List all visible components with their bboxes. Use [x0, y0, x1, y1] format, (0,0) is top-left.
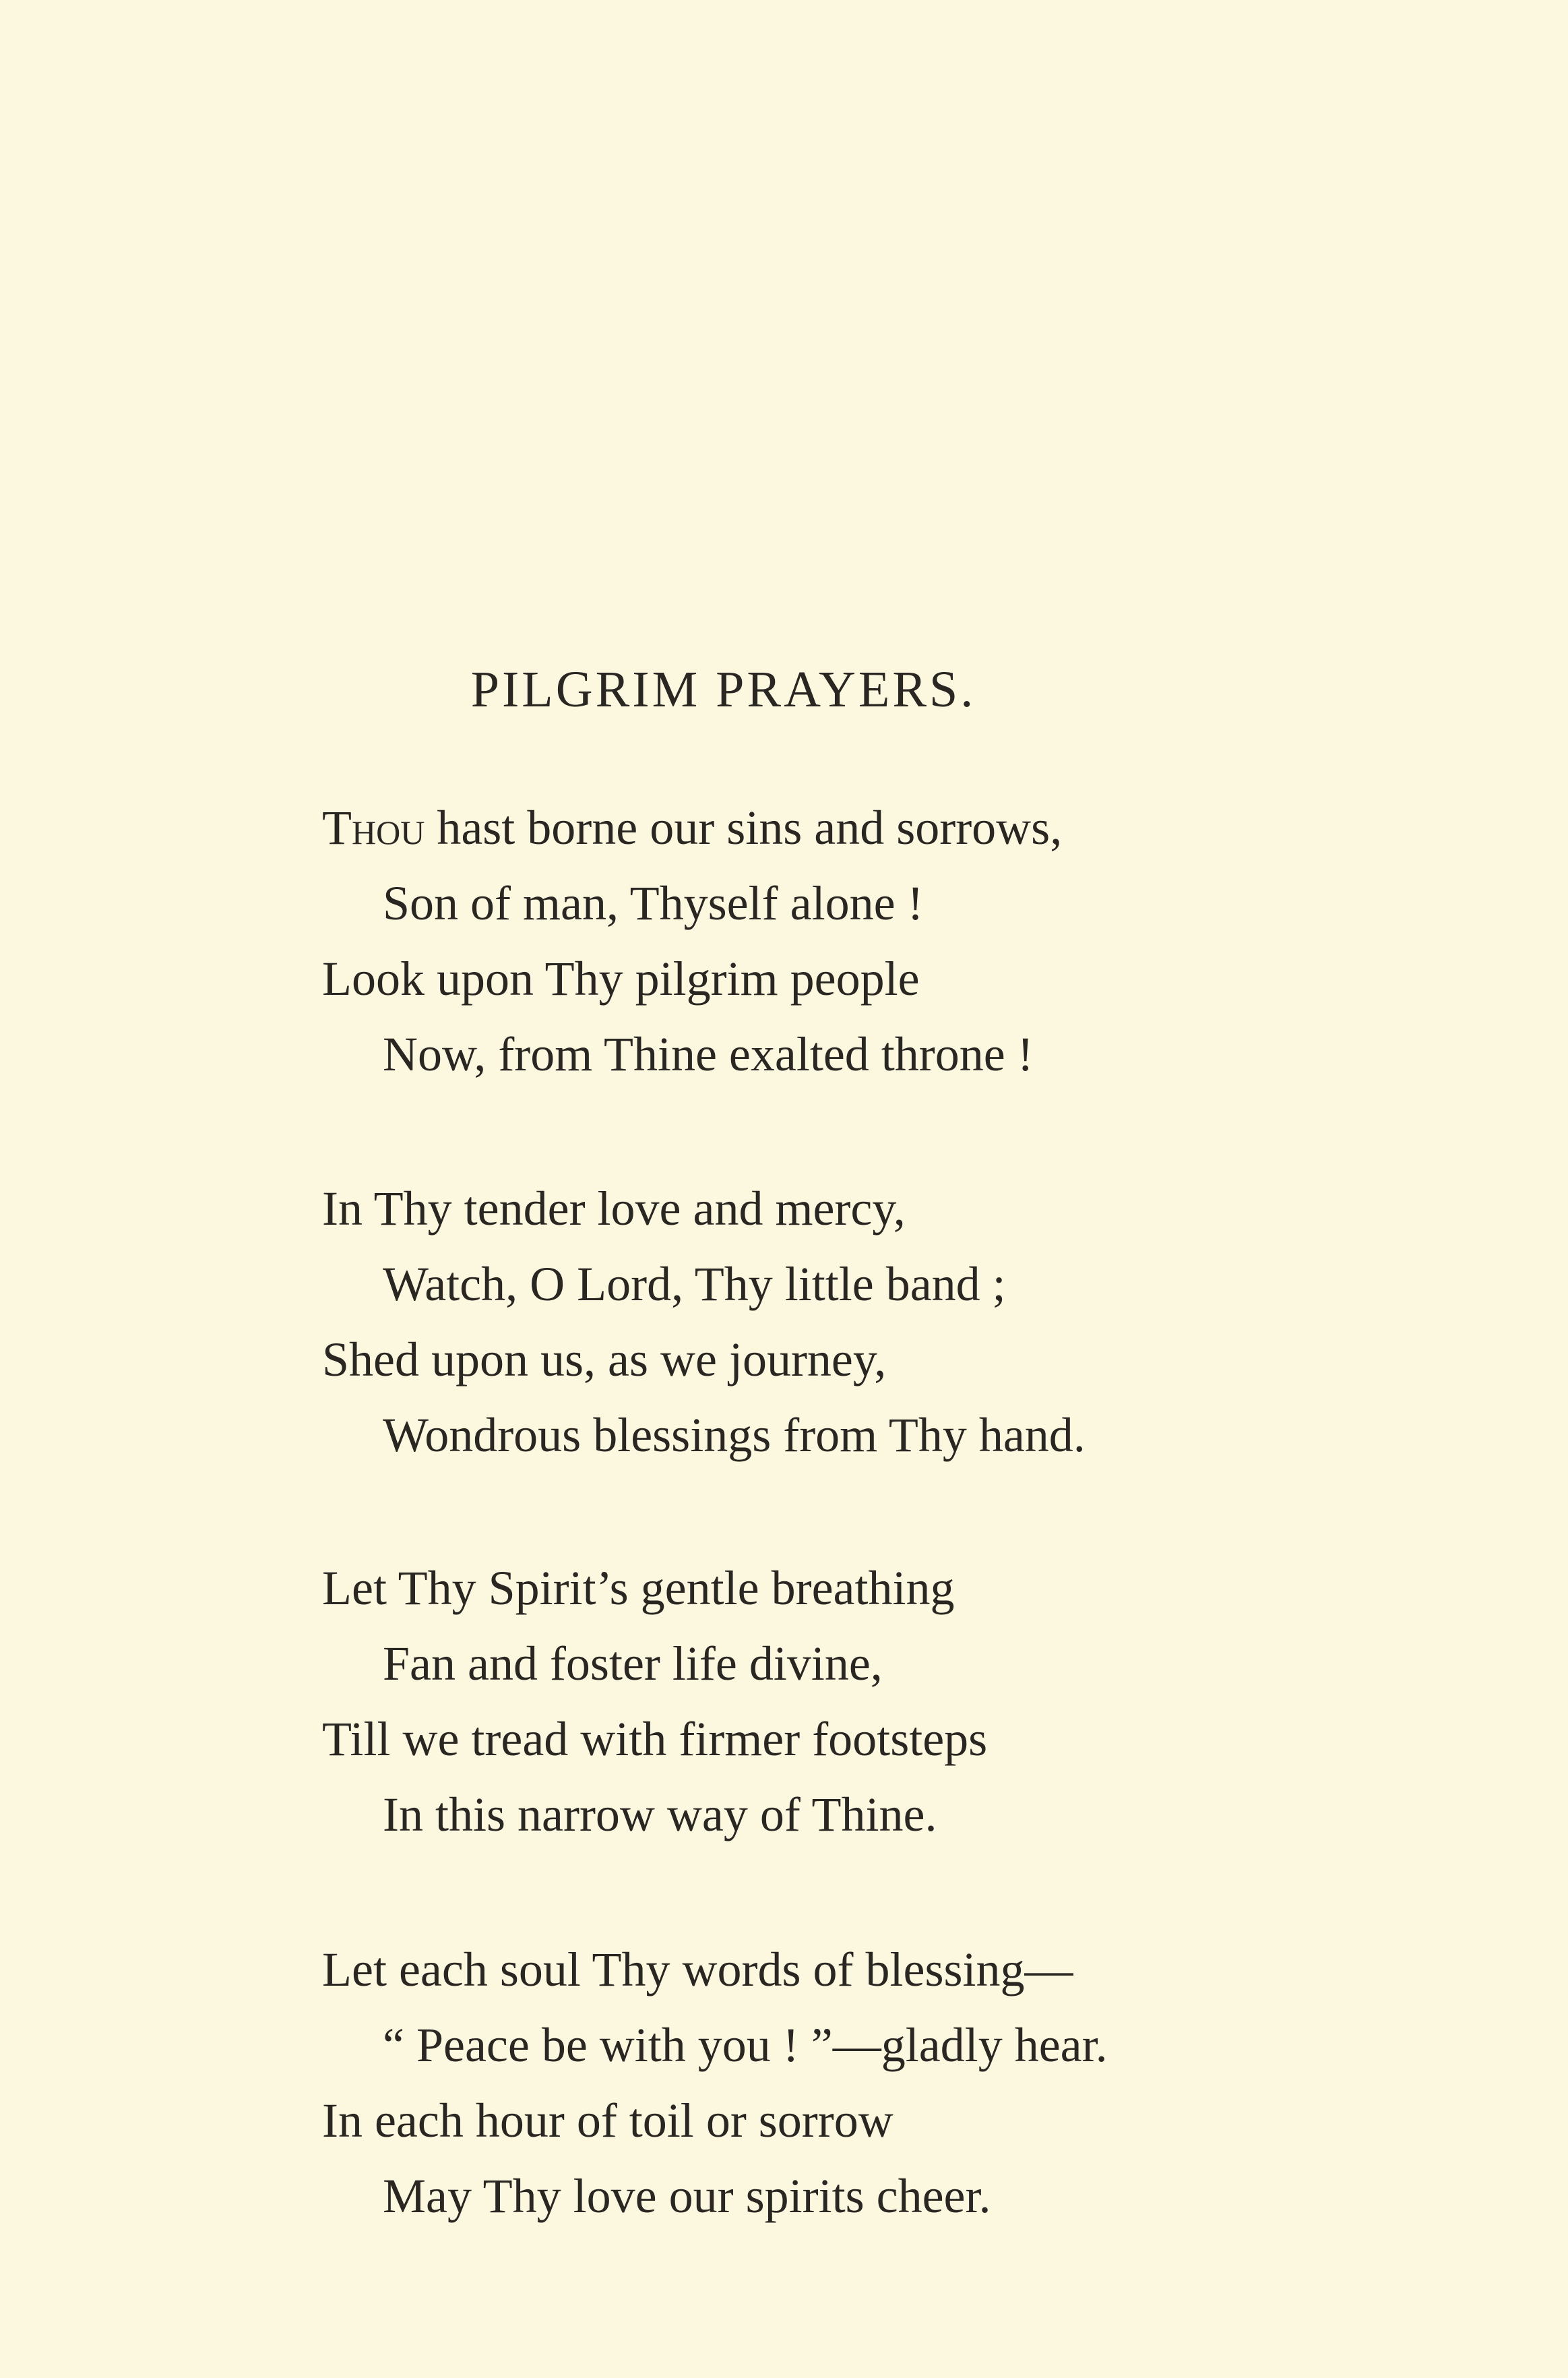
poem-line: Till we tread with firmer footsteps: [322, 1712, 988, 1766]
poem-line: Fan and foster life divine,: [383, 1637, 883, 1690]
poem-line: Wondrous blessings from Thy hand.: [383, 1408, 1086, 1462]
poem-line: In this narrow way of Thine.: [383, 1788, 937, 1841]
poem-line: Let Thy Spirit’s gentle breathing: [322, 1561, 955, 1615]
stanza-4: [322, 1932, 1333, 2234]
poem-line: Son of man, Thyself alone !: [383, 876, 924, 930]
poem-line: Shed upon us, as we journey,: [322, 1333, 887, 1386]
poem-title-text: PILGRIM PRAYERS.: [470, 661, 976, 718]
poem-title: [0, 661, 1568, 718]
poem-line: “ Peace be with you ! ”—gladly hear.: [383, 2018, 1108, 2072]
poem-line: [322, 790, 1333, 865]
stanza-2: [322, 1171, 1333, 1473]
poem-line: May Thy love our spirits cheer.: [383, 2169, 991, 2223]
poem-line: Now, from Thine exalted throne !: [383, 1027, 1034, 1081]
poem-line-text: hast borne our sins and sorrows,: [425, 801, 1063, 855]
stanza-1: [322, 790, 1333, 1092]
poem-line: In Thy tender love and mercy,: [322, 1182, 906, 1236]
stanza-3: [322, 1550, 1333, 1852]
dropcap-word: Thou: [322, 801, 425, 855]
poem-line: In each hour of toil or sorrow: [322, 2094, 893, 2147]
poem-line: Let each soul Thy words of blessing—: [322, 1943, 1073, 1996]
poem-line: Watch, O Lord, Thy little band ;: [383, 1257, 1006, 1311]
poem-line: Look upon Thy pilgrim people: [322, 952, 920, 1006]
